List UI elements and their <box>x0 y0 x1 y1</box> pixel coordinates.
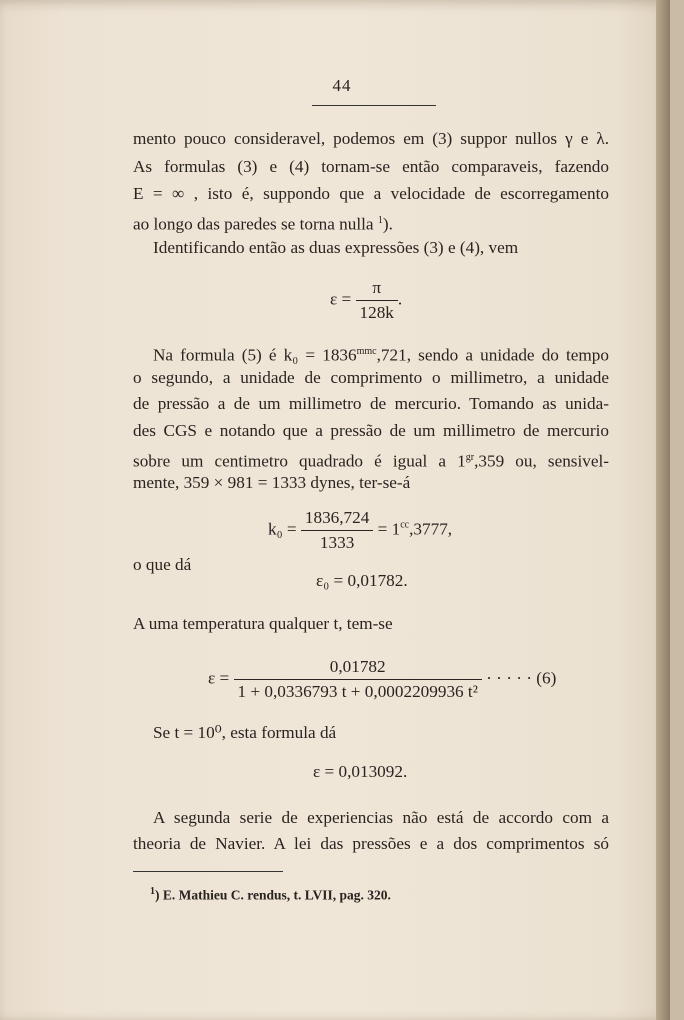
text-line-13: A uma temperatura qualquer t, tem-se <box>133 614 393 633</box>
text-line-14: Se t = 10⁰, esta formula dá <box>153 723 337 742</box>
eq4-lhs: ε = <box>208 668 230 688</box>
eq4-fraction <box>234 657 482 702</box>
header-rule <box>312 105 436 106</box>
equation-epsilon <box>330 278 402 323</box>
eq4-dots: · · · · · <box>486 668 532 688</box>
eq1-tail: . <box>397 289 403 309</box>
footnote-tail: , pag. 320. <box>332 887 391 903</box>
text-line-4-tail: ). <box>382 214 393 234</box>
text-line-10 <box>133 446 609 474</box>
eq4-denominator: 1 + 0,0336793 t + 0,0002209936 t² <box>237 682 478 701</box>
text-line-4-body: ao longo das paredes se torna nulla <box>133 214 378 234</box>
text-line-16: theoria de Navier. A lei das pressões e a dos comprimentos só <box>133 834 609 853</box>
equation-6 <box>208 657 556 702</box>
page-number: 44 <box>332 76 352 95</box>
eq2-fraction <box>301 508 373 553</box>
text-line-10-body: sobre um centimetro quadrado é igual a 1 <box>133 451 466 471</box>
eq2-numerator: 1836,724 <box>301 508 373 531</box>
text-line-2: As formulas (3) e (4) tornam-se então comparaveis, fazendo <box>133 157 609 176</box>
text-line-3: E = ∞ , isto é, suppondo que a velocidade de escorregamento <box>133 184 609 203</box>
footnote-volume: LVII <box>304 887 333 903</box>
eq2-rhs: = 1 <box>377 519 401 539</box>
text-line-5: Identificando então as duas expressões (3) e (4), vem <box>153 238 519 257</box>
text-line-6 <box>153 340 609 368</box>
eq4-numerator: 0,01782 <box>234 657 482 680</box>
text-line-8: de pressão a de um millimetro de mercurio. Tomando as unida- <box>133 394 609 413</box>
equation-epsilon-10: ε = 0,013092. <box>313 762 408 781</box>
text-line-10-tail: ,359 ou, sensivel- <box>474 451 609 471</box>
text-line-12: o que dá <box>133 555 192 574</box>
text-line-7: o segundo, a unidade de comprimento o millimetro, a unidade <box>133 368 609 387</box>
text-line-6-body: Na formula (5) é k₀ = 1836 <box>153 345 357 365</box>
footnote-ref: 1 <box>377 215 383 226</box>
eq1-fraction <box>356 278 398 323</box>
text-line-4 <box>133 209 609 237</box>
text-line-6-tail: ,721, sendo a unidade do tempo <box>376 345 609 365</box>
eq1-lhs: ε = <box>330 289 352 309</box>
unit-gr: gr <box>465 452 475 463</box>
eq2-lhs: k₀ = <box>268 519 297 539</box>
footnote-text: ) E. Mathieu C. rendus, t. <box>155 887 305 903</box>
text-line-1: mento pouco consideravel, podemos em (3) suppor nullos γ e λ. <box>133 129 609 148</box>
eq2-rhs-tail: ,3777, <box>409 519 453 539</box>
eq4-tag: (6) <box>536 668 557 688</box>
footnote-rule <box>133 871 283 872</box>
eq1-numerator: π <box>356 278 398 301</box>
eq2-denominator: 1333 <box>319 533 355 552</box>
unit-cc: cc <box>400 519 410 531</box>
unit-mmc: mmc <box>356 346 377 357</box>
text-line-15: A segunda serie de experiencias não está de accordo com a <box>153 808 609 827</box>
equation-k0 <box>268 508 452 553</box>
page-edge <box>656 0 670 1020</box>
footnote <box>150 886 391 904</box>
text-line-11: mente, 359 × 981 = 1333 dynes, ter-se-á <box>133 473 411 492</box>
eq1-denominator: 128k <box>359 303 394 322</box>
text-line-9: des CGS e notando que a pressão de um millimetro de mercurio <box>133 421 609 440</box>
footnote-mark: 1 <box>150 886 155 897</box>
equation-epsilon0: ε₀ = 0,01782. <box>316 571 408 590</box>
